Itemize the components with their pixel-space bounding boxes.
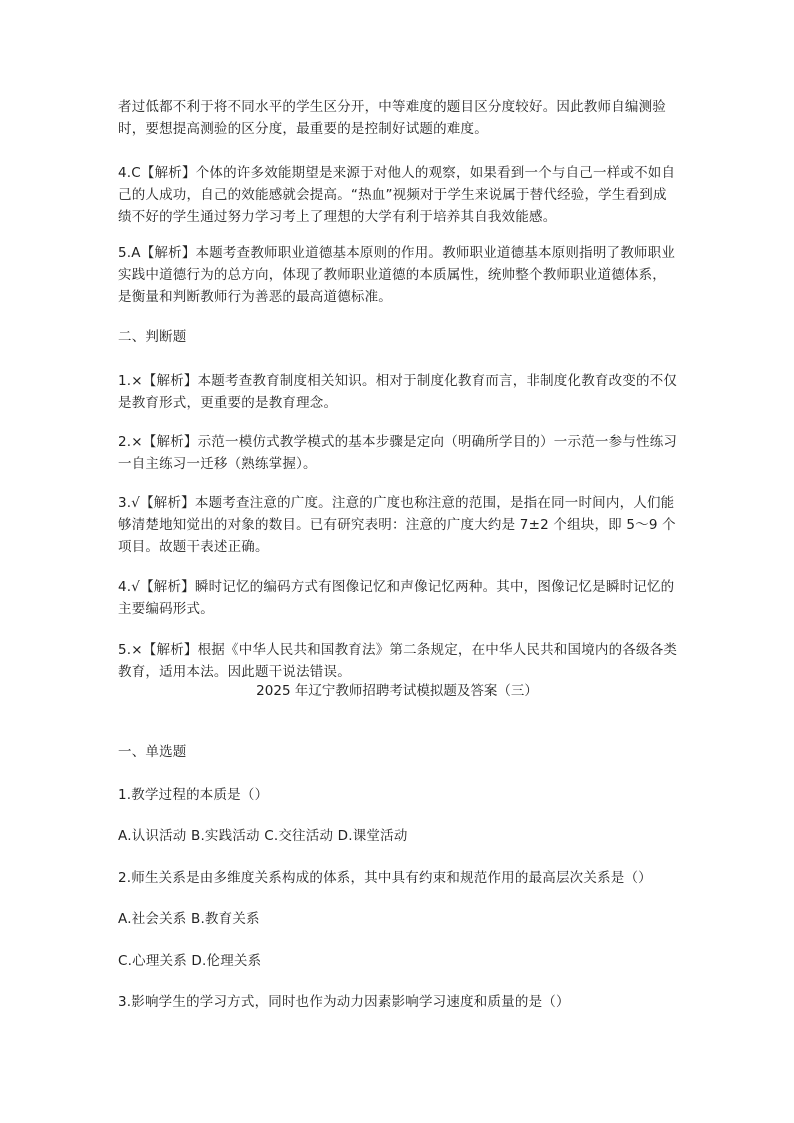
question-3: 3.影响学生的学习方式，同时也作为动力因素影响学习速度和质量的是（） — [118, 994, 570, 1010]
single-choice-heading: 一、单选题 — [118, 744, 187, 760]
judge-answer-5: 5.×【解析】根据《中华人民共和国教育法》第二条规定，在中华人民共和国境内的各级各类教育，适用本法。因此题干说法错误。 — [118, 642, 678, 680]
document-title: 2025 年辽宁教师招聘考试模拟题及答案（三） — [256, 683, 538, 699]
question-2-options-cd: C.心理关系 D.伦理关系 — [118, 953, 262, 969]
judge-answer-4: 4.√【解析】瞬时记忆的编码方式有图像记忆和声像记忆两种。其中，图像记忆是瞬时记忆的主要编码形式。 — [118, 579, 675, 617]
answer-5: 5.A【解析】本题考查教师职业道德基本原则的作用。教师职业道德基本原则指明了教师职业实践中道德行为的总方向，体现了教师职业道德的本质属性，统帅整个教师职业道德体系，是衡量和判断教师行为善恶的最高道德标准。 — [118, 245, 676, 305]
judge-answer-2: 2.×【解析】示范一模仿式教学模式的基本步骤是定向（明确所学目的）一示范一参与性练习一自主练习一迁移（熟练掌握）。 — [118, 434, 678, 472]
question-2-options-ab: A.社会关系 B.教育关系 — [118, 911, 260, 927]
answer-4: 4.C【解析】个体的许多效能期望是来源于对他人的观察，如果看到一个与自己一样或不如自己的人成功，自己的效能感就会提高。“热血”视频对于学生来说属于替代经验，学生看到成绩不好的学生通过努力学习考上了理想的大学有利于培养其自我效能感。 — [118, 165, 676, 225]
question-1: 1.教学过程的本质是（） — [118, 787, 269, 803]
judge-answer-1: 1.×【解析】本题考查教育制度相关知识。相对于制度化教育而言，非制度化教育改变的不仅是教育形式，更重要的是教育理念。 — [118, 373, 678, 411]
judge-answer-3: 3.√【解析】本题考查注意的广度。注意的广度也称注意的范围，是指在同一时间内，人们能够清楚地知觉出的对象的数目。已有研究表明：注意的广度大约是 7±2 个组块，即 5～9 个项目。故题干表述正确。 — [118, 495, 676, 555]
question-1-options: A.认识活动 B.实践活动 C.交往活动 D.课堂活动 — [118, 828, 408, 844]
question-2: 2.师生关系是由多维度关系构成的体系，其中具有约束和规范作用的最高层次关系是（） — [118, 870, 652, 886]
paragraph-continuation: 者过低都不利于将不同水平的学生区分开，中等难度的题目区分度较好。因此教师自编测验时，要想提高测验的区分度，最重要的是控制好试题的难度。 — [118, 99, 666, 137]
judge-section-heading: 二、判断题 — [118, 329, 187, 345]
